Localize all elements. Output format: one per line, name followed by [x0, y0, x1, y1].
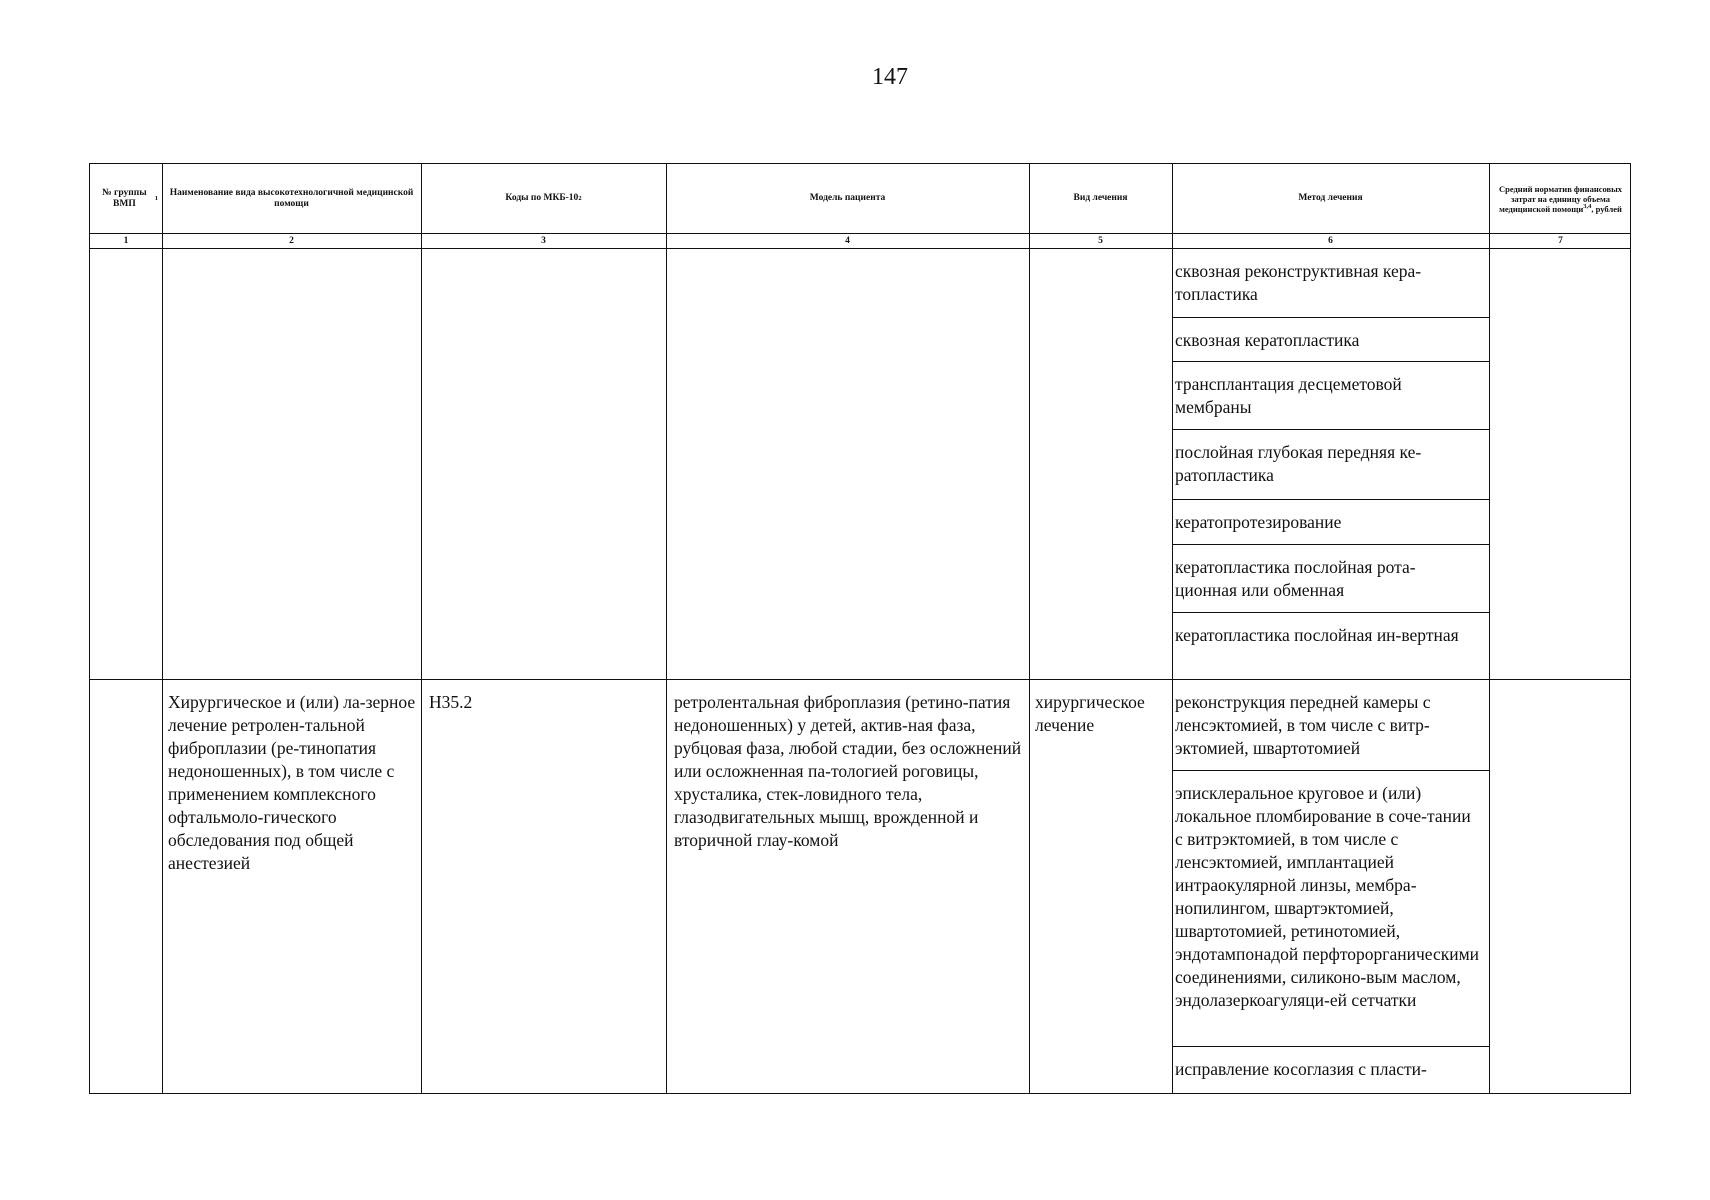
method-divider [1172, 317, 1489, 318]
treatment-method-item: сквозная кератопластика [1175, 330, 1360, 350]
treatment-method-item: реконструкция передней камеры с ленсэктомией, в том числе с витр-эктомией, швартотомией [1175, 692, 1431, 758]
col-divider [666, 164, 667, 1093]
icd-code: H35.2 [429, 692, 473, 712]
header-care-type: Наименование вида высокотехнологичной медицинской помощи [169, 187, 414, 209]
treatment-method-item: кератопротезирование [1175, 512, 1342, 532]
treatment-method-item: послойная глубокая передняя ке-ратопластика [1175, 442, 1422, 485]
header-cost-standard: Средний норматив финансовых затрат на единицу объема медицинской помощи$^{3,4}$, рублей [1498, 183, 1623, 214]
treatment-method-item: кератопластика послойная ин-вертная [1175, 625, 1459, 645]
block-divider [90, 679, 1630, 680]
column-number: 1 [123, 236, 129, 246]
col-divider [421, 164, 422, 1093]
treatment-method-item: эписклеральное круговое и (или) локальное пломбирование в соче-тании с витрэктомией, в том числе с ленсэктомией, имплантацией интраокулярной линзы, мембра-нопилингом, швартэктомией, швартотомией, ретинотомией, эндотампонадой перфторорганическими соединениями, силиконо-вым маслом, эндолазеркоагуляци-ей сетчатки [1175, 783, 1480, 1010]
column-number: 5 [1098, 236, 1103, 246]
care-type-name: Хирургическое и (или) ла-зерное лечение ретролен-тальной фиброплазии (ре-тинопатия недоношенных), в том числе с применением комплексного офтальмоло-гического обследования под общей анестезией [168, 692, 416, 873]
treatment-method-item: сквозная реконструктивная кера-топластика [1175, 261, 1422, 304]
method-divider [1172, 429, 1489, 430]
page-number: 147 [872, 64, 908, 90]
col-divider [1489, 164, 1490, 1093]
treatment-method-item: исправление косоглазия с пласти- [1175, 1059, 1427, 1079]
col-divider [1172, 164, 1173, 1093]
method-divider [1172, 499, 1489, 500]
column-number-divider [90, 248, 1630, 249]
treatment-table [89, 163, 1631, 1094]
col-divider [162, 164, 163, 1093]
method-divider [1172, 361, 1489, 362]
method-divider [1172, 770, 1489, 771]
header-icd-codes: Коды по МКБ-10 2 [505, 193, 582, 203]
treatment-method-item: кератопластика послойная рота-ционная или обменная [1175, 557, 1416, 600]
treatment-method-item: трансплантация десцеметовой мембраны [1175, 374, 1402, 417]
column-number: 3 [541, 236, 546, 246]
header-patient-model: Модель пациента [809, 193, 886, 203]
method-divider [1172, 544, 1489, 545]
header-group-number: № группы ВМП 1 [102, 187, 158, 209]
treatment-type: хирургическое лечение [1035, 692, 1145, 735]
header-treatment-method: Метод лечения [1298, 193, 1363, 203]
column-number: 7 [1558, 236, 1563, 246]
patient-model: ретролентальная фиброплазия (ретино-патия недоношенных) у детей, актив-ная фаза, рубцовая фаза, любой стадии, без осложнений или осложненная па-тологией роговицы, хрусталика, стек-ловидного тела, глазодвигательных мышц, врожденной и вторичной глау-комой [674, 692, 1022, 850]
column-number: 2 [289, 236, 294, 246]
column-number: 4 [845, 236, 850, 246]
column-number: 6 [1328, 236, 1333, 246]
col-divider [1029, 164, 1030, 1093]
method-divider [1172, 612, 1489, 613]
method-divider [1172, 1046, 1489, 1047]
header-treatment-type: Вид лечения [1073, 193, 1128, 203]
